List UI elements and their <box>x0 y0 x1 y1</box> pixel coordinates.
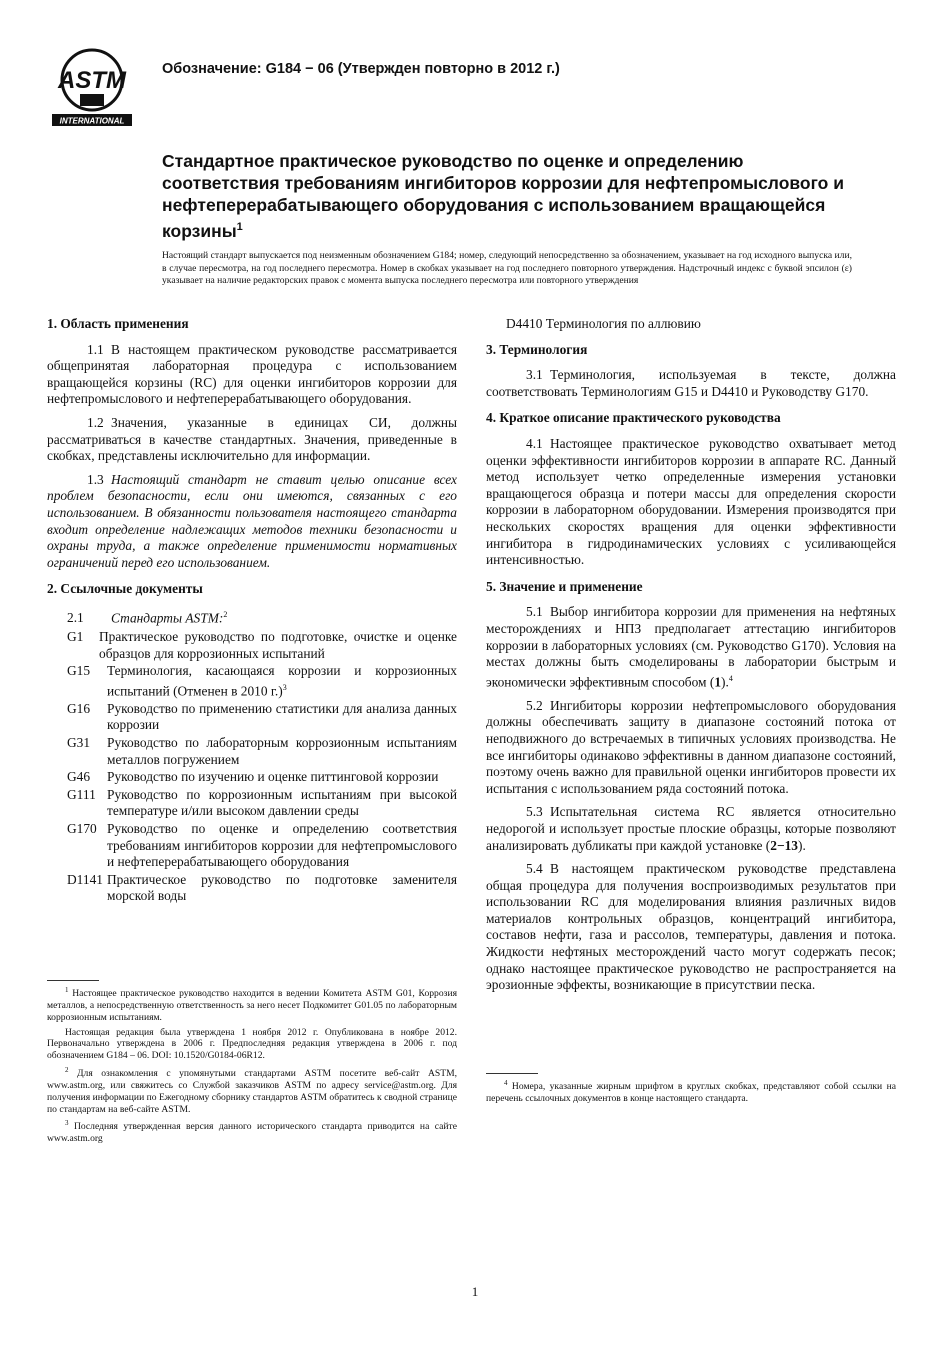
reference-item: G16 Руководство по применению статистики для анализа данных коррозии <box>67 700 457 733</box>
reference-item: G111 Руководство по коррозионным испытаниям при высокой температуре и/или высоком давлении среды <box>67 786 457 819</box>
reference-item: G46 Руководство по изучению и оценке питтинговой коррозии <box>67 769 439 785</box>
paragraph-1-3: 1.3 Настоящий стандарт не ставит целью описание всех проблем безопасности, если они имеются, связанных с его использованием. В обязанности пользователя настоящего стандарта входит определение надлежащих методов техники безопасности и охраны труда, а также определение применимости нормативных ограничений перед его использованием. <box>47 471 457 570</box>
paragraph-4-1: 4.1 Настоящее практическое руководство охватывает метод оценки эффективности ингибиторов коррозии в аппарате RC. Данный метод использует четко определенные измерения установки вращающегося образца и потери массы для определения скорости коррозии в лабораторном оборудовании. Измерения производятся при нескольких скоростях вращения для оценки эффективности ингибитора в гидродинамических условиях с усиливающейся интенсивностью. <box>486 435 896 568</box>
reference-item: D1141 Практическое руководство по подготовке заменителя морской воды <box>67 871 457 904</box>
svg-text:ASTM: ASTM <box>58 67 126 94</box>
preamble: Настоящий стандарт выпускается под неизменным обозначением G184; номер, следующий непосредственно за обозначением, указывает на год исходного выпуска или, в случае пересмотра, на год последнего пересмотра. Номер в скобках указывает на год последнего повторного утверждения. Надстрочный индекс с буквой эпсилон (ε) указывает на наличие редакторских правок с момента выпуска последнего пересмотра или повторного утверждения <box>162 250 852 287</box>
paragraph-5-1: 5.1 Выбор ингибитора коррозии для применения на нефтяных месторождениях и НПЗ предполагает аттестацию ингибиторов коррозии в лабораторных условиях (см. Руководство G170). Условия на местах должны быть смоделированы в лаборатории быстрым и экономически эффективным способом (1).$^4$ <box>486 604 896 690</box>
title-footnote-mark: 1 <box>236 221 243 233</box>
footnote-2: $^2$ Для ознакомления с упомянутыми стандартами ASTM посетите веб-сайт ASTM, www.astm.org, или свяжитесь со Службой заказчиков ASTM по адресу service@astm.org. Для получения информации по Ежегодному сборнику стандартов ASTM обратитесь к сводной странице по стандартам на веб-сайте ASTM. <box>47 1065 457 1115</box>
section-2-heading: 2. Ссылочные документы <box>47 581 203 597</box>
footnote-1-continued: Настоящая редакция была утверждена 1 ноября 2012 г. Опубликована в ноябре 2012. Первоначально утверждена в 2006 г. Предпоследняя редакция утверждена в 2006 г. под обозначением G184 – 06. DOI: 10.1520/G0184-06R12. <box>47 1026 457 1062</box>
paragraph-5-3: 5.3 Испытательная система RC является относительно недорогой и использует простые плоские образцы, которые позволяют анализировать дубликаты при каждой установке (2−13). <box>486 804 896 853</box>
reference-d4410: D4410 Терминология по аллювию <box>506 316 701 331</box>
svg-text:INTERNATIONAL: INTERNATIONAL <box>59 116 125 126</box>
title-text: Стандартное практическое руководство по оценке и определению соответствия требованиям ингибиторов коррозии для нефтепромыслового и нефтеперерабатывающего оборудования с использованием вращающейся корзины <box>162 151 844 241</box>
reference-item: G15 Терминология, касающаяся коррозии и коррозионных испытаний (Отменен в 2010 г.)$^3$ <box>67 663 457 699</box>
reference-item: G31 Руководство по лабораторным коррозионным испытаниям металлов погружением <box>67 735 457 767</box>
section-1-heading: 1. Область применения <box>47 316 189 331</box>
paragraph-5-4: 5.4 В настоящем практическом руководстве представлена общая процедура для получения воспроизводимых результатов при использовании RC для моделирования влияния различных видов материалов контрольных образцов, концентраций ингибитора, составов нефти, газа и рассолов, температуры, давления и потока. Жидкости нефтяных месторождений часто могут содержать песок; однако настоящее практическое руководство не распространяется на эрозионные эффекты, возникающие в присутствии песка. <box>486 861 896 993</box>
paragraph-3-1: 3.1 Терминология, используемая в тексте, должна соответствовать Терминологиям G15 и D4410 и Руководству G170. <box>486 367 896 399</box>
astm-standards-intro: 2.1 Стандарты ASTM:$^2$ <box>67 609 228 626</box>
document-title <box>162 150 852 242</box>
astm-logo <box>50 46 134 128</box>
footnotes-right <box>486 1073 896 1108</box>
page-number: 1 <box>471 1284 479 1299</box>
footnotes-left <box>47 980 457 1148</box>
paragraph-1-2: 1.2 Значения, указанные в единицах СИ, должны рассматриваться в качестве стандартных. Значения, приведенные в скобках, представлены исключительно для информации. <box>47 414 457 464</box>
footnote-rule <box>47 980 99 981</box>
section-3-heading: 3. Терминология <box>486 341 588 357</box>
section-5-heading: 5. Значение и применение <box>486 578 643 594</box>
right-column <box>486 316 896 1001</box>
footnote-3: $^3$ Последняя утвержденная версия данного исторического стандарта приводится на сайте www.astm.org <box>47 1119 457 1145</box>
footnote-1: $^1$ Настоящее практическое руководство находится в ведении Комитета ASTM G01, Коррозия металлов, а непосредственную ответственность за него несет Подкомитет G01.05 по лабораторным коррозионным испытаниям. <box>47 986 457 1023</box>
reference-item: G170 Руководство по оценке и определению соответствия требованиям ингибиторов коррозии для нефтепромыслового и нефтеперерабатывающего оборудования <box>67 820 457 870</box>
footnote-rule <box>486 1073 538 1074</box>
left-column <box>47 316 457 906</box>
paragraph-5-2: 5.2 Ингибиторы коррозии нефтепромыслового оборудования должны обеспечивать защиту в диапазоне состояний потока от неподвижного до встречаемых в типичных условиях производства. Не все ингибиторы одинаково эффективны в данном диапазоне состояний, поэтому очень важно для правильной оценки ингибиторов провести их испытания с использованием ряда состояний потока. <box>486 697 896 796</box>
footnote-4: $^4$ Номера, указанные жирным шрифтом в круглых скобках, представляют собой ссылки на перечень ссылочных документов в конце настоящего стандарта. <box>486 1079 896 1104</box>
document-designation: Обозначение: G184 − 06 (Утвержден повторно в 2012 г.) <box>162 61 560 77</box>
reference-item: G1 Практическое руководство по подготовке, очистке и оценке образцов для коррозионных испытаний <box>67 628 457 661</box>
paragraph-1-1: 1.1 В настоящем практическом руководстве рассматривается общепринятая лабораторная процедура с использованием вращающейся корзины (RC) для оценки ингибиторов коррозии для нефтепромыслового и нефтеперерабатывающего оборудования. <box>47 341 457 407</box>
section-4-heading: 4. Краткое описание практического руководства <box>486 410 781 426</box>
